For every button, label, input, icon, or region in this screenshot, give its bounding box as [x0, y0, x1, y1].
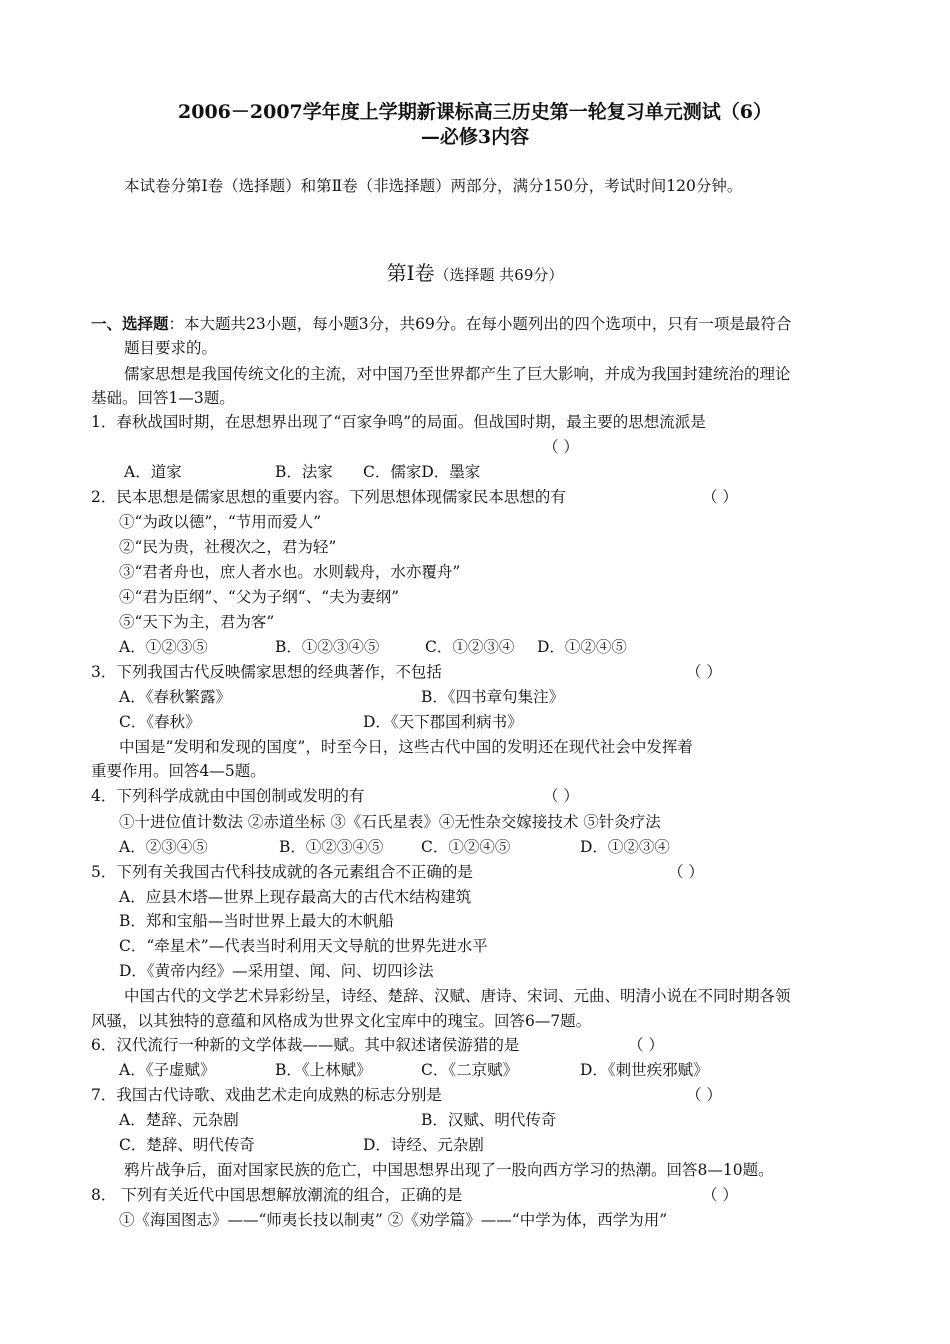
question-6-option-c: C．《二京赋》 [421, 1061, 519, 1079]
question-1-option-cd: C．儒家D．墨家 [363, 463, 481, 481]
question-1-option-a: A．道家 [124, 463, 182, 481]
question-8-items: ①《海国图志》——“师夷长技以制夷” ②《劝学篇》——“中学为体，西学为用” [119, 1211, 668, 1229]
question-5-option-d: D．《黄帝内经》—采用望、闻、问、切四诊法 [119, 962, 434, 980]
question-6-option-a: A．《子虚赋》 [119, 1061, 216, 1079]
question-6-option-b: B．《上林赋》 [275, 1061, 372, 1079]
material-4-line-1: 鸦片战争后，面对国家民族的危亡，中国思想界出现了一股向西方学习的热潮。回答8—10题。 [124, 1161, 774, 1179]
question-7-option-a: A．楚辞、元杂剧 [119, 1111, 239, 1129]
question-7-answer-blank: （ ） [686, 1086, 722, 1104]
question-6-stem: 6．汉代流行一种新的文学体裁——赋。其中叙述诸侯游猎的是 [91, 1036, 520, 1054]
question-3-option-d: D．《天下郡国利病书》 [363, 713, 523, 731]
question-1-answer-blank: （ ） [543, 438, 579, 456]
question-2-option-d: D．①②④⑤ [537, 638, 627, 656]
question-1-option-b: B．法家 [275, 463, 333, 481]
question-7-stem: 7．我国古代诗歌、戏曲艺术走向成熟的标志分别是 [91, 1086, 442, 1104]
part1-intro [91, 313, 791, 335]
part1-text: ：本大题共23小题，每小题3分，共69分。在每小题列出的四个选项中，只有一项是最符合 [168, 315, 792, 333]
part1-text-cont: 题目要求的。 [124, 339, 218, 357]
question-7-option-b: B．汉赋、明代传奇 [421, 1111, 557, 1129]
part1-label: 一、选择题 [91, 314, 169, 333]
question-2-answer-blank: （ ） [702, 488, 738, 506]
question-5-option-c: C．“牵星术”—代表当时利用天文导航的世界先进水平 [119, 937, 488, 955]
question-1-stem: 1．春秋战国时期，在思想界出现了“百家争鸣”的局面。但战国时期，最主要的思想流派是 [91, 413, 706, 431]
question-2-option-c: C．①②③④ [425, 638, 515, 656]
material-1-line-1: 儒家思想是我国传统文化的主流，对中国乃至世界都产生了巨大影响，并成为我国封建统治的理论 [124, 365, 791, 383]
intro-text: 本试卷分第Ⅰ卷（选择题）和第Ⅱ卷（非选择题）两部分，满分150分，考试时间120分钟。 [124, 177, 743, 195]
question-4-option-b: B．①②③④⑤ [279, 838, 384, 856]
question-6-answer-blank: （ ） [628, 1036, 664, 1054]
question-3-option-c: C．《春秋》 [119, 713, 201, 731]
question-3-answer-blank: （ ） [686, 663, 722, 681]
question-2-item-5: ⑤“天下为主，君为客” [119, 613, 275, 631]
question-5-answer-blank: （ ） [668, 863, 704, 881]
material-1-line-2: 基础。回答1—3题。 [91, 389, 235, 407]
question-2-item-3: ③“君者舟也，庶人者水也。水则载舟，水亦覆舟” [119, 563, 461, 581]
material-2-line-2: 重要作用。回答4—5题。 [91, 762, 266, 780]
question-5-option-a: A．应县木塔—世界上现存最高大的古代木结构建筑 [119, 888, 472, 906]
question-2-item-1: ①“为政以德”，“节用而爱人” [119, 513, 322, 531]
question-3-option-b: B．《四书章句集注》 [421, 688, 565, 706]
question-2-option-b: B．①②③④⑤ [275, 638, 380, 656]
question-4-option-d: D．①②③④ [580, 838, 670, 856]
section-title: 第Ⅰ卷 [386, 261, 435, 285]
question-7-option-d: D．诗经、元杂剧 [363, 1136, 484, 1154]
question-5-option-b: B．郑和宝船—当时世界上最大的木帆船 [119, 912, 394, 930]
question-4-items: ①十进位值计数法 ②赤道坐标 ③《石氏星表》④无性杂交嫁接技术 ⑤针灸疗法 [119, 813, 661, 831]
question-3-stem: 3．下列我国古代反映儒家思想的经典著作，不包括 [91, 663, 442, 681]
material-3-line-2: 风骚，以其独特的意蕴和风格成为世界文化宝库中的瑰宝。回答6—7题。 [91, 1012, 592, 1030]
section-note: （选择题 共69分） [434, 266, 564, 284]
question-7-option-c: C．楚辞、明代传奇 [119, 1136, 255, 1154]
question-8-answer-blank: （ ） [702, 1186, 738, 1204]
question-5-stem: 5．下列有关我国古代科技成就的各元素组合不正确的是 [91, 863, 473, 881]
material-3-line-1: 中国古代的文学艺术异彩纷呈，诗经、楚辞、汉赋、唐诗、宋词、元曲、明清小说在不同时期各领 [124, 987, 791, 1005]
question-4-option-a: A．②③④⑤ [119, 838, 208, 856]
question-2-item-4: ④“君为臣纲”、“父为子纲“、“夫为妻纲” [119, 588, 400, 606]
question-8-stem: 8． 下列有关近代中国思想解放潮流的组合，正确的是 [91, 1186, 463, 1204]
question-6-option-d: D．《刺世疾邪赋》 [580, 1061, 709, 1079]
question-4-stem: 4．下列科学成就由中国创制或发明的有 [91, 787, 365, 805]
section-heading [0, 262, 950, 286]
question-4-option-c: C．①②④⑤ [421, 838, 511, 856]
question-3-option-a: A．《春秋繁露》 [119, 688, 231, 706]
page-title: 2006－2007学年度上学期新课标高三历史第一轮复习单元测试（6） [178, 101, 772, 123]
question-2-stem: 2．民本思想是儒家思想的重要内容。下列思想体现儒家民本思想的有 [91, 488, 566, 506]
question-4-answer-blank: （ ） [543, 787, 579, 805]
material-2-line-1: 中国是“发明和发现的国度”，时至今日，这些古代中国的发明还在现代社会中发挥着 [119, 738, 693, 756]
question-2-item-2: ②“民为贵，社稷次之，君为轻” [119, 538, 337, 556]
page-subtitle: —必修3内容 [420, 126, 530, 148]
question-2-option-a: A．①②③⑤ [119, 638, 208, 656]
